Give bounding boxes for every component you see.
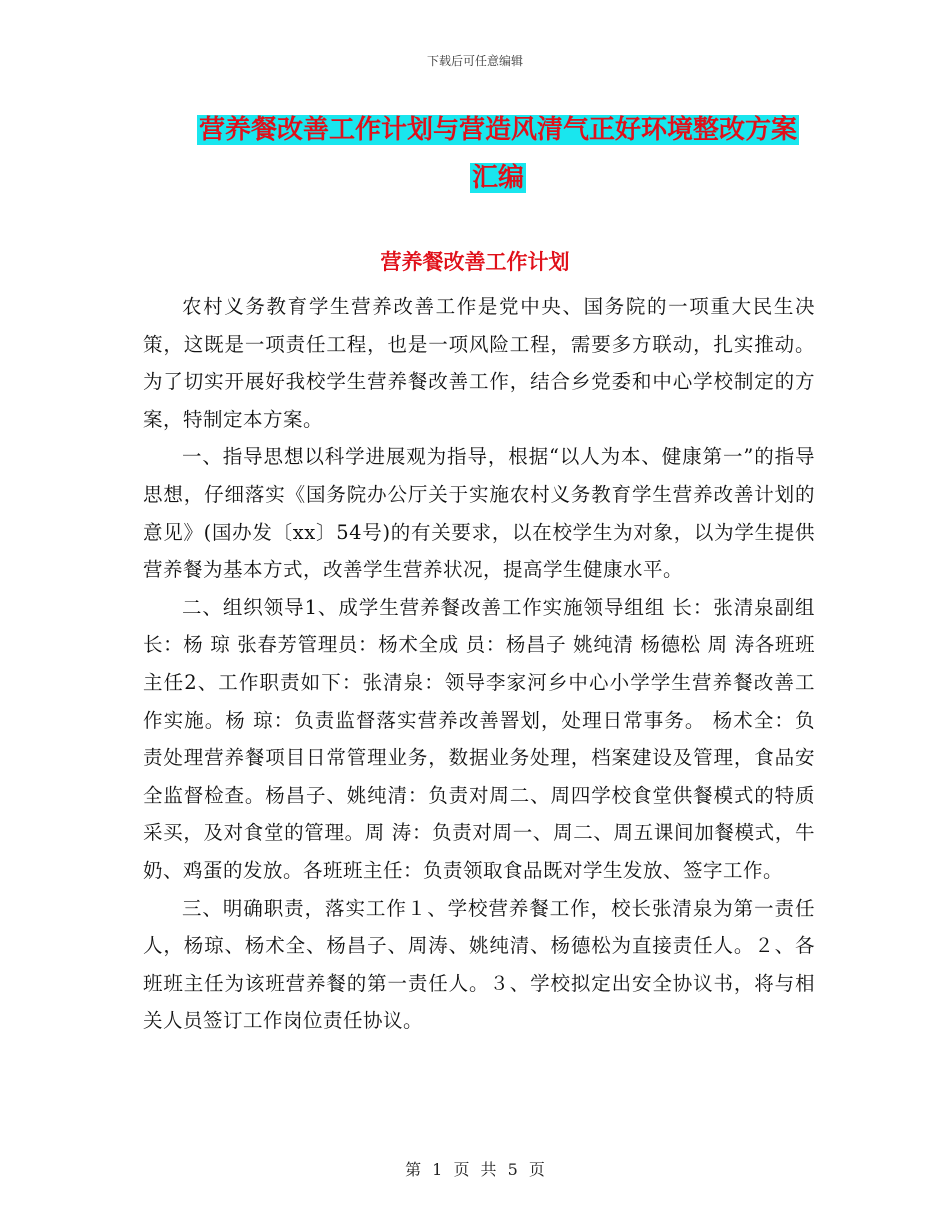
page-footer: 第 1 页 共 5 页 [405,1160,545,1179]
document-title [190,106,806,202]
body-text [143,288,815,1040]
paragraph-intro: 农村义务教育学生营养改善工作是党中央、国务院的一项重大民生决策，这既是一项责任工程，也是一项风险工程，需要多方联动，扎实推动。为了切实开展好我校学生营养餐改善工作，结合乡党委和中心学校制定的方案，特制定本方案。 [143,295,815,431]
title-line-1: 营养餐改善工作计划与营造风清气正好环境整改方案 [198,115,797,145]
section-title: 营养餐改善工作计划 [380,249,570,274]
header-note: 下载后可任意编辑 [426,54,523,68]
paragraph-guiding-thought: 一、指导思想以科学进展观为指导，根据“以人为本、健康第一”的指导思想，仔细落实《国务院办公厅关于实施农村义务教育学生营养改善计划的意见》(国办发〔xx〕54号)的有关要求，以在校学生为对象，以为学生提供营养餐为基本方式，改善学生营养状况，提高学生健康水平。 [143,445,815,582]
paragraph-responsibilities: 三、明确职责，落实工作１、学校营养餐工作，校长张清泉为第一责任人，杨琼、杨术全、杨昌子、周涛、姚纯清、杨德松为直接责任人。２、各班班主任为该班营养餐的第一责任人。３、学校拟定出安全协议书，将与相关人员签订工作岗位责任协议。 [143,896,815,1033]
paragraph-organization: 二、组织领导1、成学生营养餐改善工作实施领导组组 长：张清泉副组长：杨 琼 张春芳管理员：杨术全成 员：杨昌子 姚纯清 杨德松 周 涛各班班主任2、工作职责如下：张清泉：领导李家河乡中心小学学生营养餐改善工作实施。杨 琼：负责监督落实营养改善罯划，处理日常事务。 杨术全：负责处理营养餐项目日常管理业务，数据业务处理，档案建设及管理，食品安全监督检查。杨昌子、姚纯清：负责对周二、周四学校食堂供餐模式的特质采买，及对食堂的管理。周 涛：负责对周一、周二、周五课间加餐模式，牛奶、鸡蛋的发放。各班班主任：负责领取食品既对学生发放、签字工作。 [143,595,815,882]
title-line-2: 汇编 [471,163,524,193]
